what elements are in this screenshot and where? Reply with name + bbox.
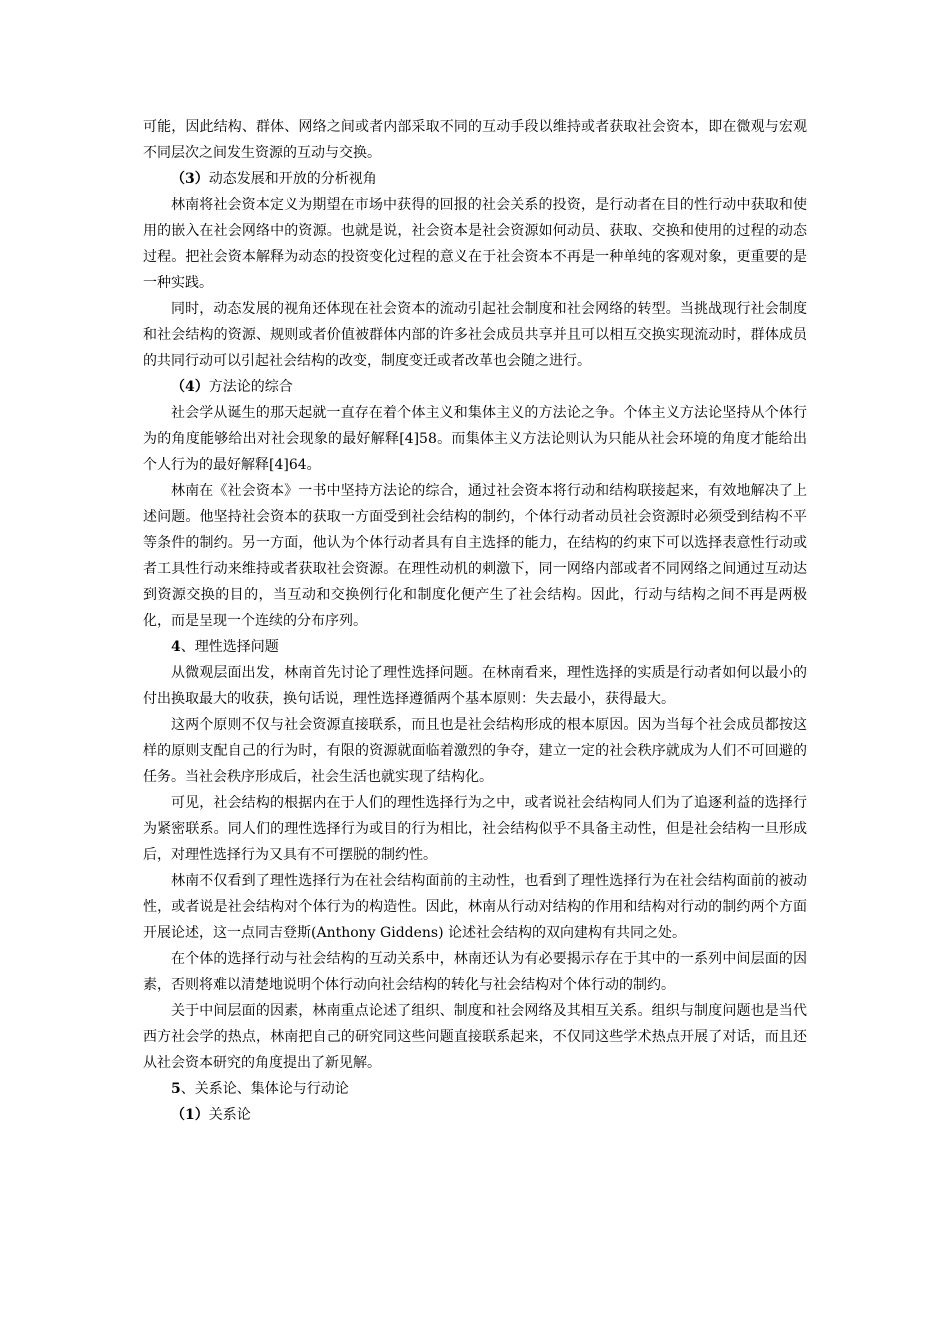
- section-heading-relation-theory: [143, 1076, 807, 1102]
- heading-number: 4: [171, 639, 181, 655]
- heading-number: （3）: [171, 171, 209, 187]
- subsection-heading-1: [143, 1102, 807, 1128]
- document-page: [143, 114, 807, 1128]
- heading-number: 5: [171, 1081, 181, 1097]
- paragraph: 林南在《社会资本》一书中坚持方法论的综合，通过社会资本将行动和结构联接起来，有效地解决了上述问题。他坚持社会资本的获取一方面受到社会结构的制约，个体行动者动员社会资源时必须受到结构不平等条件的制约。另一方面，他认为个体行动者具有自主选择的能力，在结构的约束下可以选择表意性行动或者工具性行动来维持或者获取社会资源。在理性动机的刺激下，同一网络内部或者不同网络之间通过互动达到资源交换的目的，当互动和交换例行化和制度化便产生了社会结构。因此，行动与结构之间不再是两极化，而是呈现一个连续的分布序列。: [143, 483, 807, 629]
- paragraph: 同时，动态发展的视角还体现在社会资本的流动引起社会制度和社会网络的转型。当挑战现行社会制度和社会结构的资源、规则或者价值被群体内部的许多社会成员共享并且可以相互交换实现流动时，群体成员的共同行动可以引起社会结构的改变，制度变迁或者改革也会随之进行。: [143, 301, 807, 369]
- paragraph: 关于中间层面的因素，林南重点论述了组织、制度和社会网络及其相互关系。组织与制度问题也是当代西方社会学的热点，林南把自己的研究同这些问题直接联系起来，不仅同这些学术热点开展了对话，而且还从社会资本研究的角度提出了新见解。: [143, 1003, 807, 1071]
- paragraph: 在个体的选择行动与社会结构的互动关系中，林南还认为有必要揭示存在于其中的一系列中间层面的因素，否则将难以清楚地说明个体行动向社会结构的转化与社会结构对个体行动的制约。: [143, 951, 807, 993]
- paragraph: 可见，社会结构的根据内在于人们的理性选择行为之中，或者说社会结构同人们为了追逐利益的选择行为紧密联系。同人们的理性选择行为或目的行为相比，社会结构似乎不具备主动性，但是社会结构一旦形成后，对理性选择行为又具有不可摆脱的制约性。: [143, 795, 807, 863]
- heading-text: 、关系论、集体论与行动论: [180, 1081, 349, 1097]
- heading-text: 、理性选择问题: [180, 639, 279, 655]
- heading-number: （1）: [171, 1107, 209, 1123]
- heading-text: 方法论的综合: [208, 379, 293, 395]
- paragraph: 林南不仅看到了理性选择行为在社会结构面前的主动性，也看到了理性选择行为在社会结构面前的被动性，或者说是社会结构对个体行为的构造性。因此，林南从行动对结构的作用和结构对行动的制约两个方面开展论述，这一点同吉登斯(Anthony Giddens) 论述社会结构的双向建构有共同之处。: [143, 873, 807, 941]
- paragraph: 社会学从诞生的那天起就一直存在着个体主义和集体主义的方法论之争。个体主义方法论坚持从个体行为的角度能够给出对社会现象的最好解释[4]58。而集体主义方法论则认为只能从社会环境的角度才能给出个人行为的最好解释[4]64。: [143, 405, 807, 473]
- paragraph: 从微观层面出发，林南首先讨论了理性选择问题。在林南看来，理性选择的实质是行动者如何以最小的付出换取最大的收获，换句话说，理性选择遵循两个基本原则：失去最小，获得最大。: [143, 665, 807, 707]
- paragraph-continuation: 可能，因此结构、群体、网络之间或者内部采取不同的互动手段以维持或者获取社会资本，即在微观与宏观不同层次之间发生资源的互动与交换。: [143, 119, 807, 161]
- paragraph: 林南将社会资本定义为期望在市场中获得的回报的社会关系的投资，是行动者在目的性行动中获取和使用的嵌入在社会网络中的资源。也就是说，社会资本是社会资源如何动员、获取、交换和使用的过程的动态过程。把社会资本解释为动态的投资变化过程的意义在于社会资本不再是一种单纯的客观对象，更重要的是一种实践。: [143, 197, 807, 291]
- section-heading-rational-choice: [143, 634, 807, 660]
- section-heading-3: [143, 166, 807, 192]
- heading-text: 关系论: [208, 1107, 251, 1123]
- heading-number: （4）: [171, 379, 209, 395]
- heading-text: 动态发展和开放的分析视角: [208, 171, 377, 187]
- section-heading-4: [143, 374, 807, 400]
- paragraph: 这两个原则不仅与社会资源直接联系，而且也是社会结构形成的根本原因。因为当每个社会成员都按这样的原则支配自己的行为时，有限的资源就面临着激烈的争夺，建立一定的社会秩序就成为人们不可回避的任务。当社会秩序形成后，社会生活也就实现了结构化。: [143, 717, 807, 785]
